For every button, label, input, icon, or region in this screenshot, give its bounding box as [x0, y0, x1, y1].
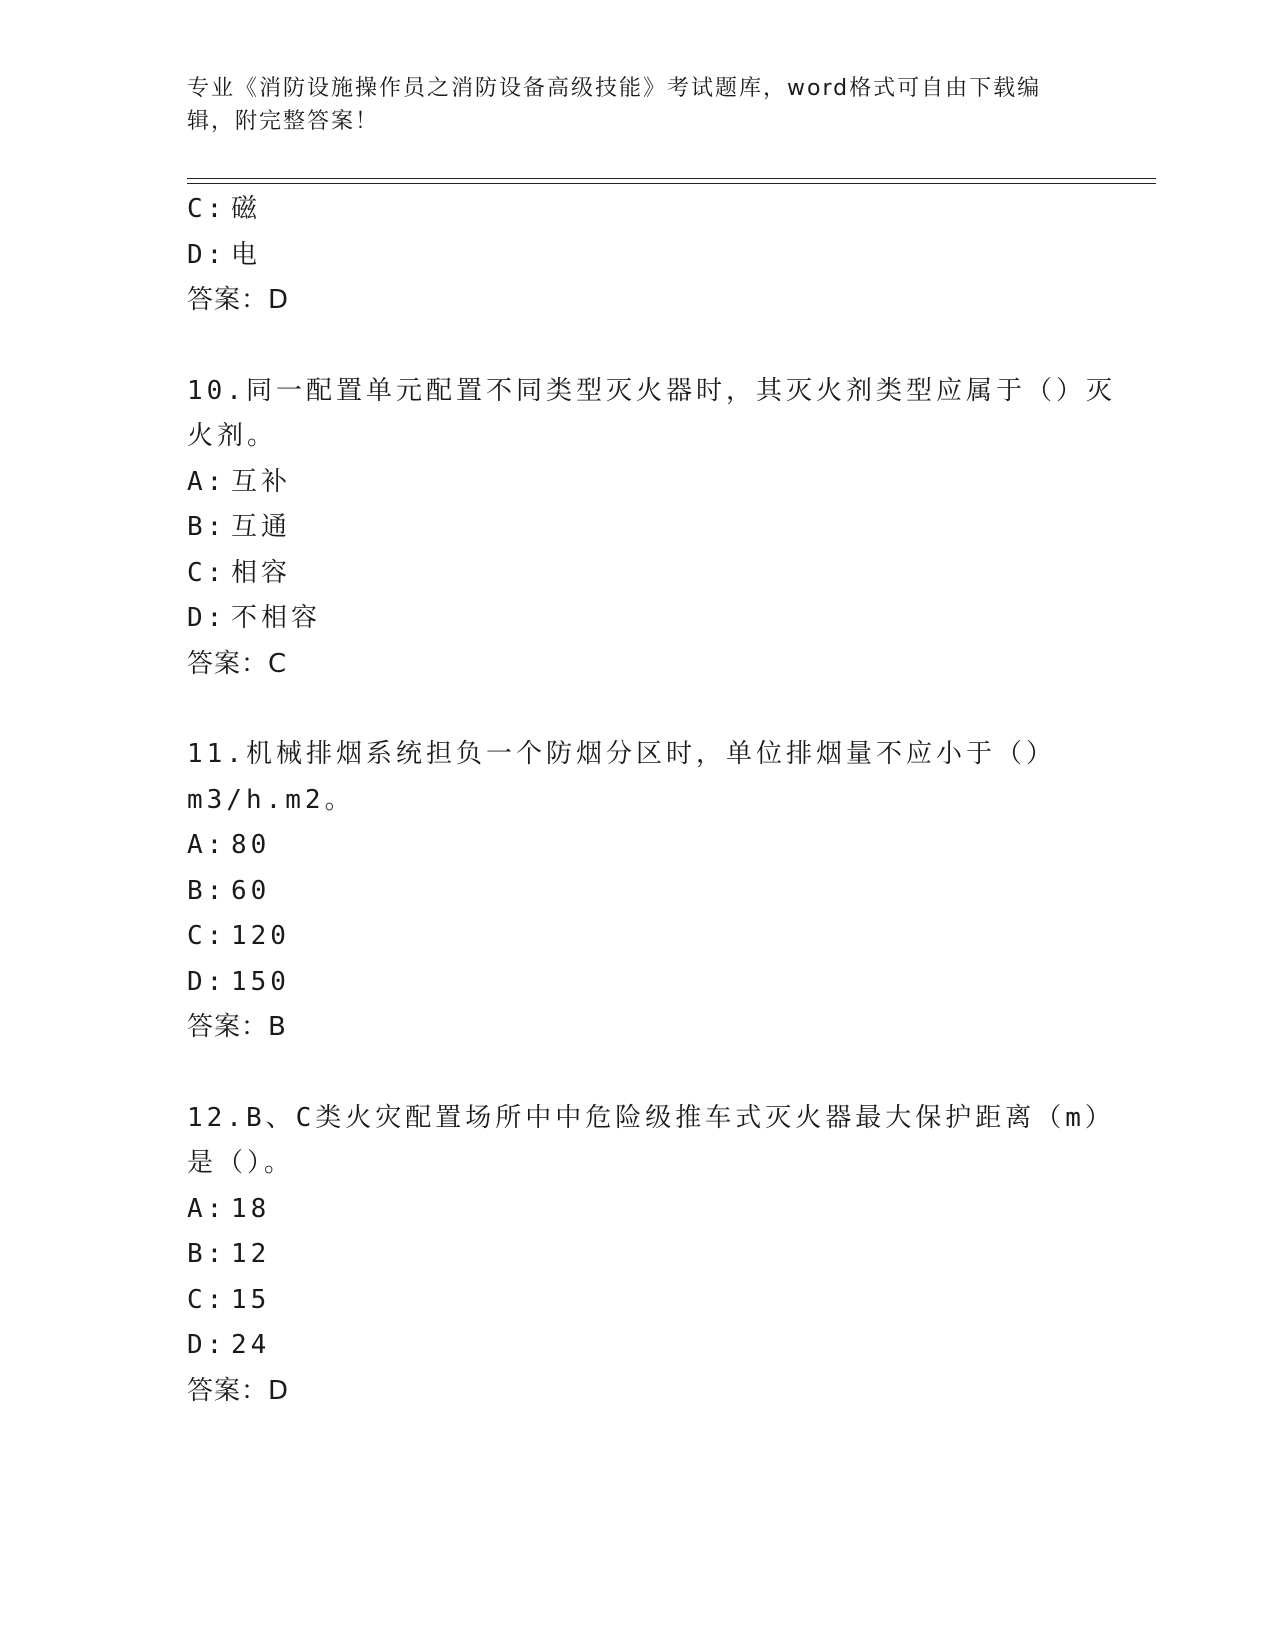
header-rule-bottom: [187, 183, 1156, 184]
spacer: [187, 687, 1087, 732]
answer: 答案：B: [187, 1012, 287, 1042]
option-c: C: 磁: [187, 194, 262, 224]
question-text: 11.机械排烟系统担负一个防烟分区时，单位排烟量不应小于（）: [187, 739, 1056, 769]
answer: 答案：D: [187, 285, 290, 315]
question-text-cont: 是（）。: [187, 1148, 295, 1178]
option-b: B: 12: [187, 1239, 271, 1269]
option-d: D: 24: [187, 1330, 271, 1360]
option-d: D: 不相容: [187, 603, 322, 633]
question-text: 12.B、C类火灾配置场所中中危险级推车式灭火器最大保护距离（m）: [187, 1102, 1115, 1133]
question-list: [187, 187, 1116, 1414]
answer: 答案：D: [187, 1375, 290, 1406]
option-c: C: 120: [187, 921, 290, 951]
question-10: [187, 369, 1116, 688]
option-c: C: 相容: [187, 557, 292, 588]
option-b: B: 互通: [187, 512, 292, 542]
spacer: [187, 324, 1087, 369]
question-text-cont: m3/h.m2。: [187, 784, 355, 815]
answer: 答案：C: [187, 648, 288, 679]
question-9-tail: [187, 187, 1087, 324]
question-12: [187, 1096, 1115, 1415]
document-header: 专业《消防设施操作员之消防设备高级技能》考试题库，word格式可自由下载编辑，附完整答案！: [187, 76, 1042, 134]
option-c: C: 15: [187, 1284, 271, 1315]
question-text-cont: 火剂。: [187, 421, 278, 451]
option-a: A: 80: [187, 830, 271, 860]
option-b: B: 60: [187, 875, 271, 906]
question-11: [187, 732, 1087, 1051]
spacer: [187, 1051, 1087, 1096]
option-d: D: 电: [187, 239, 262, 270]
option-a: A: 互补: [187, 466, 292, 497]
question-text: 10.同一配置单元配置不同类型灭火器时，其灭火剂类型应属于（）灭: [187, 375, 1116, 406]
option-d: D: 150: [187, 966, 290, 997]
header-rule-top: [187, 178, 1156, 179]
option-a: A: 18: [187, 1193, 271, 1224]
